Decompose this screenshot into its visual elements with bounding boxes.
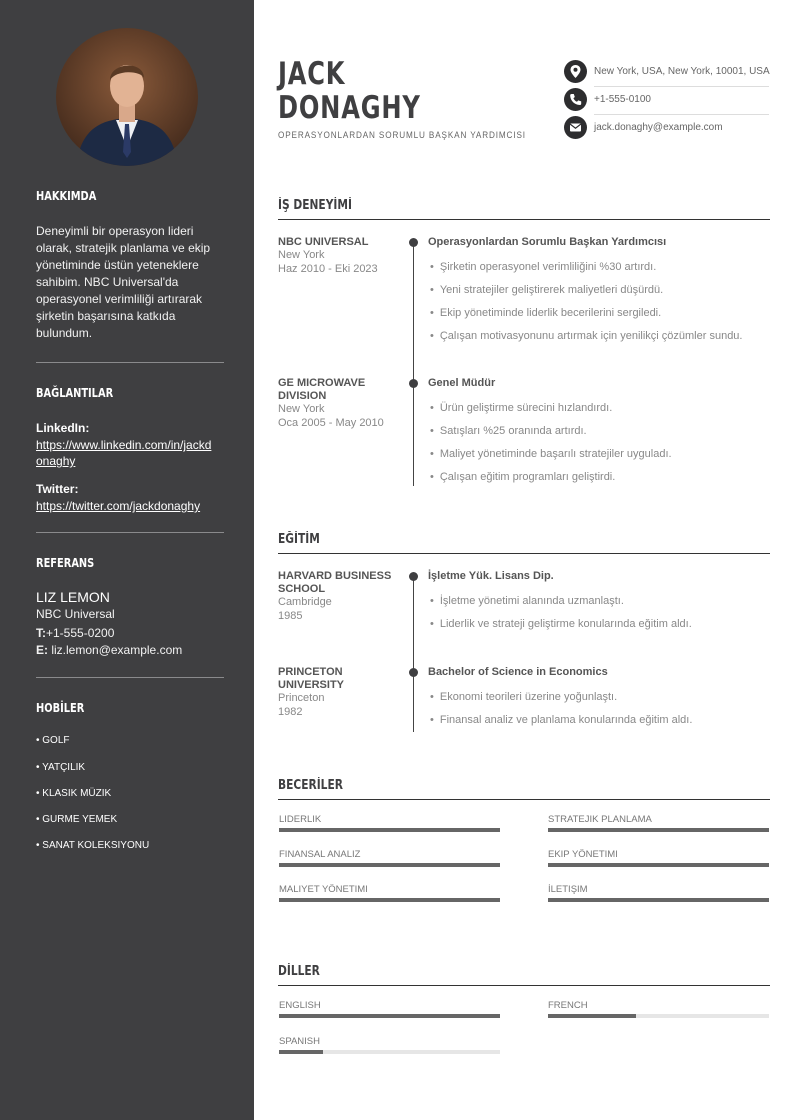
degree-title: İşletme Yük. Lisans Dip. [428, 570, 554, 582]
skill-bar-fill [279, 828, 500, 832]
school-name: PRINCETON UNIVERSITY [278, 666, 345, 691]
skill-bar-fill [279, 863, 500, 867]
org-location: New York [278, 249, 325, 261]
section-rule [278, 985, 770, 986]
language-item [279, 1000, 500, 1018]
skill-bar [548, 863, 769, 867]
reference-name: LIZ LEMON [36, 589, 110, 605]
phone-icon [564, 88, 587, 111]
reference-heading: REFERANS [36, 556, 95, 570]
reference-email-row [36, 642, 226, 659]
bullet-item: • Ekip yönetiminde liderlik becerilerini sergiledi. [430, 307, 661, 319]
language-bar [548, 1014, 769, 1018]
skill-bar-fill [548, 898, 769, 902]
envelope-icon [564, 116, 587, 139]
divider [36, 532, 224, 533]
experience-org-block [278, 236, 398, 276]
reference-phone: +1-555-0200 [46, 626, 115, 640]
school-location: Cambridge [278, 596, 332, 608]
skill-item [548, 814, 769, 832]
language-label: SPANISH [279, 1036, 321, 1047]
linkedin-label: LinkedIn: [36, 421, 90, 435]
language-label: FRENCH [548, 1000, 588, 1011]
skill-item [279, 849, 500, 867]
timeline-dot [409, 379, 418, 388]
last-name: DONAGHY [278, 90, 421, 126]
timeline-line [413, 242, 414, 486]
phone-text: +1-555-0100 [594, 94, 651, 105]
skill-bar-fill [279, 898, 500, 902]
language-bar-fill [279, 1014, 500, 1018]
hobby-item: • KLASIK MÜZIK [36, 788, 112, 799]
skill-bar [548, 828, 769, 832]
school-name: HARVARD BUSINESS SCHOOL [278, 570, 392, 595]
twitter-block [36, 481, 226, 514]
linkedin-link[interactable]: https://www.linkedin.com/in/jackdonaghy [36, 438, 212, 468]
language-item [548, 1000, 769, 1018]
skills-heading: BECERİLER [278, 778, 343, 793]
skill-item [548, 884, 769, 902]
links-heading: BAĞLANTILAR [36, 386, 114, 400]
experience-org-block [278, 377, 388, 430]
hobbies-heading: HOBİLER [36, 701, 85, 715]
skill-label: FINANSAL ANALIZ [279, 849, 361, 860]
school-year: 1985 [278, 610, 303, 622]
bullet-item: • Çalışan motivasyonunu artırmak için yenilikçi çözümler sundu. [430, 330, 742, 342]
bullet-item: • Yeni stratejiler geliştirerek maliyetleri düşürdü. [430, 284, 663, 296]
reference-block [36, 589, 226, 659]
twitter-link[interactable]: https://twitter.com/jackdonaghy [36, 499, 201, 513]
skill-bar [279, 898, 500, 902]
divider [594, 86, 769, 87]
section-rule [278, 219, 770, 220]
hobby-item: • GURME YEMEK [36, 814, 118, 825]
about-text: Deneyimli bir operasyon lideri olarak, stratejik planlama ve ekip yönetiminde üstün yeteneklere sahibim. NBC Universal'da operasyonel verimliliği artırarak şirketin başarısına katkıda bulundum. [36, 224, 211, 340]
timeline-dot [409, 572, 418, 581]
experience-heading: İŞ DENEYİMİ [278, 198, 352, 213]
language-bar-fill [548, 1014, 636, 1018]
twitter-label: Twitter: [36, 482, 79, 496]
skill-item [548, 849, 769, 867]
first-name: JACK [278, 56, 346, 92]
job-title: OPERASYONLARDAN SORUMLU BAŞKAN YARDIMCISI [278, 130, 526, 141]
bullet-item: • Liderlik ve strateji geliştirme konularında eğitim aldı. [430, 618, 692, 630]
bullet-item: • Çalışan eğitim programları geliştirdi. [430, 471, 615, 483]
skill-bar-fill [548, 828, 769, 832]
skill-label: LIDERLIK [279, 814, 322, 825]
bullet-item: • Maliyet yönetiminde başarılı stratejiler uyguladı. [430, 448, 672, 460]
profile-photo [56, 28, 198, 166]
org-location: New York [278, 403, 325, 415]
role-title: Operasyonlardan Sorumlu Başkan Yardımcısı [428, 236, 667, 248]
bullet-item: • İşletme yönetimi alanında uzmanlaştı. [430, 595, 624, 607]
education-org-block [278, 570, 393, 623]
location-pin-icon [564, 60, 587, 83]
reference-email: liz.lemon@example.com [51, 643, 183, 657]
timeline-line [413, 576, 414, 732]
hobby-item: • YATÇILIK [36, 762, 86, 773]
skill-label: STRATEJIK PLANLAMA [548, 814, 652, 825]
hobby-item: • GOLF [36, 735, 70, 746]
school-location: Princeton [278, 692, 325, 704]
divider [36, 362, 224, 363]
language-bar [279, 1050, 500, 1054]
sidebar [0, 0, 254, 1120]
email-text[interactable]: jack.donaghy@example.com [594, 122, 723, 133]
divider [594, 114, 769, 115]
section-rule [278, 799, 770, 800]
org-name: GE MICROWAVE DIVISION [278, 377, 366, 402]
reference-email-label: E: [36, 643, 48, 657]
bullet-item: • Ekonomi teorileri üzerine yoğunlaştı. [430, 691, 617, 703]
role-title: Genel Müdür [428, 377, 496, 389]
education-org-block [278, 666, 378, 719]
language-bar-fill [279, 1050, 323, 1054]
skill-label: İLETIŞIM [548, 884, 588, 895]
contact-address [564, 60, 769, 84]
bullet-item: • Finansal analiz ve planlama konularında eğitim aldı. [430, 714, 692, 726]
about-heading: HAKKIMDA [36, 189, 97, 203]
skill-item [279, 814, 500, 832]
bullet-item: • Şirketin operasyonel verimliliğini %30 artırdı. [430, 261, 656, 273]
bullet-item: • Ürün geliştirme sürecini hızlandırdı. [430, 402, 612, 414]
skill-bar [548, 898, 769, 902]
contact-email [564, 116, 769, 140]
language-bar [279, 1014, 500, 1018]
education-heading: EĞİTİM [278, 532, 320, 547]
reference-company: NBC Universal [36, 607, 115, 621]
hobby-item: • SANAT KOLEKSIYONU [36, 840, 150, 851]
org-name: NBC UNIVERSAL [278, 236, 369, 248]
skill-bar [279, 828, 500, 832]
timeline-dot [409, 238, 418, 247]
org-dates: Oca 2005 - May 2010 [278, 417, 384, 429]
language-item [279, 1036, 500, 1054]
skill-item [279, 884, 500, 902]
org-dates: Haz 2010 - Eki 2023 [278, 263, 378, 275]
timeline-dot [409, 668, 418, 677]
skill-label: EKIP YÖNETIMI [548, 849, 618, 860]
languages-heading: DİLLER [278, 964, 320, 979]
reference-phone-label: T: [36, 626, 46, 640]
address-text: New York, USA, New York, 10001, USA [594, 66, 770, 77]
degree-title: Bachelor of Science in Economics [428, 666, 608, 678]
school-year: 1982 [278, 706, 303, 718]
skill-label: MALIYET YÖNETIMI [279, 884, 368, 895]
linkedin-block [36, 420, 226, 469]
language-label: ENGLISH [279, 1000, 321, 1011]
skill-bar [279, 863, 500, 867]
bullet-item: • Satışları %25 oranında artırdı. [430, 425, 587, 437]
section-rule [278, 553, 770, 554]
divider [36, 677, 224, 678]
skill-bar-fill [548, 863, 769, 867]
reference-phone-row [36, 625, 226, 642]
contact-phone [564, 88, 769, 112]
